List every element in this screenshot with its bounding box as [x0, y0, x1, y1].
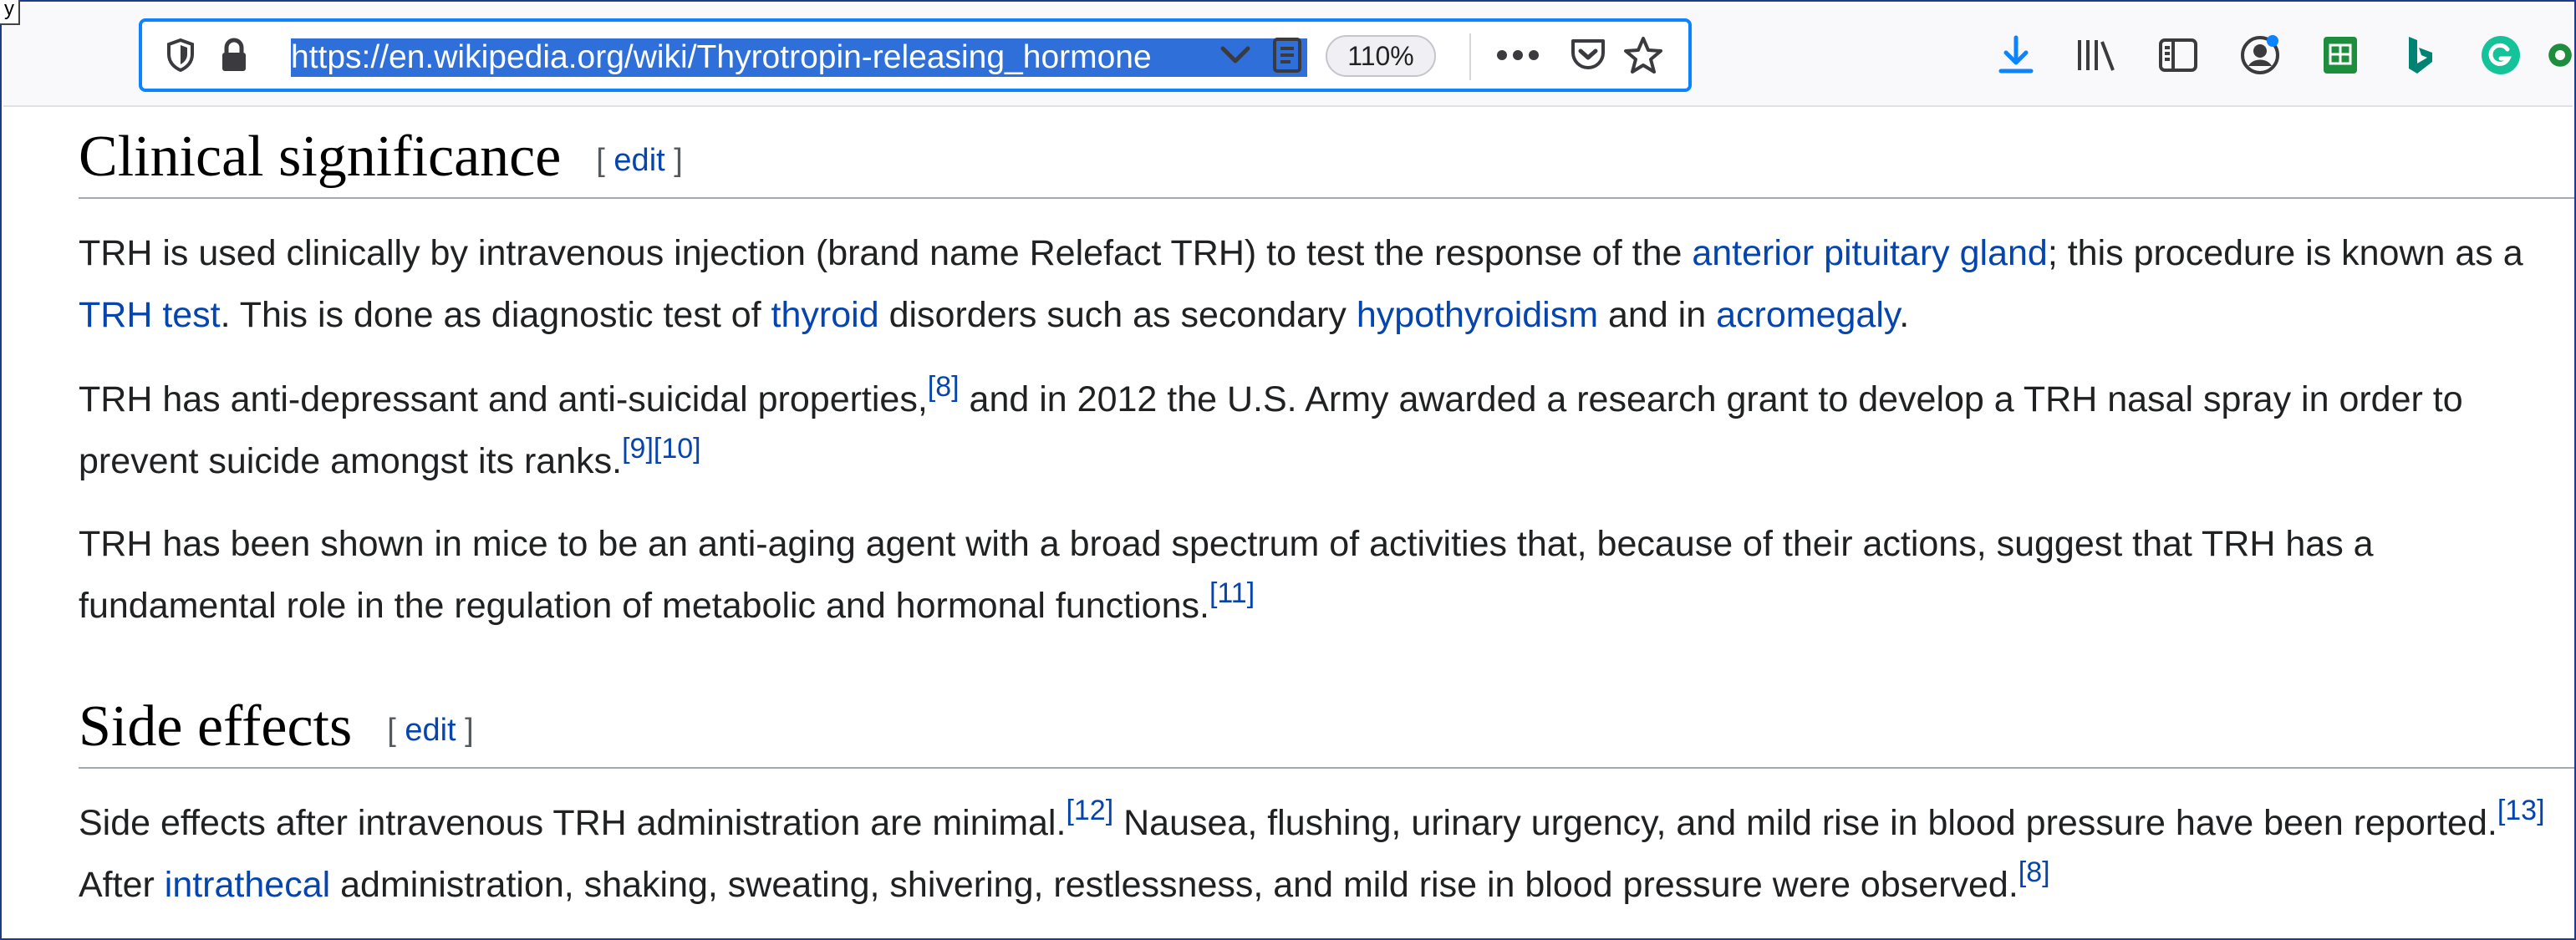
section-rule [79, 197, 2574, 199]
paragraph-text: TRH has anti-depressant and anti-suicidal properties, [79, 379, 928, 419]
zoom-level-button[interactable]: 110% [1326, 35, 1436, 77]
edit-section-link: [ edit ] [387, 713, 474, 748]
sidebar-icon[interactable] [2155, 32, 2202, 79]
paragraph-text: TRH is used clinically by intravenous injection (brand name Relefact TRH) to test the response of the [79, 233, 1693, 273]
article-link[interactable]: acromegaly [1716, 295, 1900, 335]
corner-glyph: y [0, 0, 20, 25]
section-heading-clinical-significance [79, 124, 683, 191]
url-text[interactable]: https://en.wikipedia.org/wiki/Thyrotropin-releasing_hormone [291, 38, 1307, 77]
bookmark-star-icon[interactable] [1621, 33, 1665, 77]
article-link[interactable]: TRH test [79, 295, 221, 335]
pocket-icon[interactable] [1566, 33, 1610, 77]
urlbar-divider [1469, 33, 1471, 80]
lock-icon[interactable] [212, 33, 256, 77]
paragraph-text: TRH has been shown in mice to be an anti-aging agent with a broad spectrum of activities that, because of their actions, suggest that TRH has a fundamental role in the regulation of metabolic and hormonal functions. [79, 524, 2374, 626]
edit-link[interactable]: edit [405, 713, 456, 748]
section-rule [79, 767, 2574, 769]
citation-ref[interactable]: [11] [1209, 577, 1255, 609]
paragraph-text: and in [1598, 295, 1717, 335]
edit-section-link: [ edit ] [596, 143, 683, 178]
reader-view-icon[interactable] [1265, 33, 1309, 77]
paragraph-text: Side effects after intravenous TRH administration are minimal. [79, 803, 1067, 843]
section-title: Side effects [79, 694, 353, 759]
downloads-icon[interactable] [1993, 32, 2039, 79]
paragraph-text: and in 2012 the U.S. Army awarded a research grant to develop a TRH nasal spray in order to prevent suicide amongst its ranks. [79, 379, 2463, 481]
citation-ref[interactable]: [13] [2497, 795, 2545, 826]
account-icon[interactable] [2237, 32, 2283, 79]
extension-icon[interactable] [2548, 32, 2573, 79]
citation-ref[interactable]: [9] [622, 433, 654, 465]
chevron-down-icon[interactable] [1214, 33, 1257, 77]
address-bar[interactable] [139, 18, 1692, 92]
sheets-extension-icon[interactable] [2317, 32, 2364, 79]
paragraph-text: ; this procedure is known as a [2047, 233, 2523, 273]
citation-ref[interactable]: [8] [927, 371, 960, 403]
citation-ref[interactable]: [10] [653, 433, 701, 465]
article-link[interactable]: anterior pituitary gland [1692, 233, 2048, 273]
more-actions-icon[interactable] [1496, 33, 1540, 77]
paragraph-text: . This is done as diagnostic test of [220, 295, 771, 335]
paragraph-text: Nausea, flushing, urinary urgency, and mild rise in blood pressure have been reported. [1113, 803, 2497, 843]
library-icon[interactable] [2073, 32, 2120, 79]
paragraph [79, 513, 2576, 637]
article-link[interactable]: hypothyroidism [1356, 295, 1599, 335]
article-link[interactable]: thyroid [771, 295, 879, 335]
citation-ref[interactable]: [8] [2018, 856, 2050, 888]
edit-link[interactable]: edit [613, 143, 665, 178]
article-link[interactable]: intrathecal [164, 865, 331, 905]
paragraph [79, 222, 2576, 346]
shield-icon[interactable] [159, 33, 202, 77]
browser-toolbar [3, 3, 2573, 107]
paragraph-text: After [79, 865, 165, 905]
paragraph-text: . [1899, 295, 1910, 335]
citation-ref[interactable]: [12] [1066, 795, 1114, 826]
bing-extension-icon[interactable] [2397, 32, 2444, 79]
section-title: Clinical significance [79, 124, 562, 189]
paragraph-text: disorders such as secondary [878, 295, 1357, 335]
paragraph [79, 368, 2576, 492]
section-heading-side-effects [79, 694, 474, 760]
paragraph-text: administration, shaking, sweating, shivering, restlessness, and mild rise in blood pressure were observed. [330, 865, 2019, 905]
grammarly-extension-icon[interactable] [2477, 32, 2524, 79]
paragraph [79, 792, 2576, 916]
